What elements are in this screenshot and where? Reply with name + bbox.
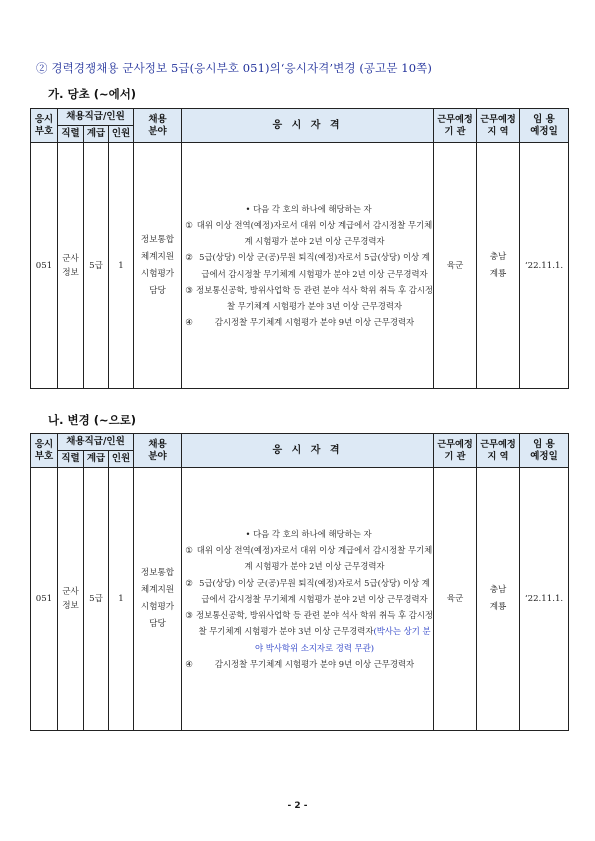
cell-region: 충남 계룡 bbox=[477, 468, 520, 731]
qualification-item: ① 대위 이상 전역(예정)자로서 대위 이상 계급에서 감시정찰 무기체계 시험평가 분야 2년 이상 근무경력자 bbox=[185, 545, 433, 572]
table-before bbox=[30, 108, 569, 389]
section-title-before: 가. 당초 (~에서) bbox=[48, 87, 137, 101]
qualification-intro: • 다음 각 호의 하나에 해당하는 자 bbox=[245, 529, 372, 540]
qualification-item: ③ 정보통신공학, 방위사업학 등 관련 분야 석사 학위 취득 후 감시정찰 무기체계 시험평가 분야 3년 이상 근무경력자 bbox=[185, 284, 433, 311]
qualification-note: (박사는 상기 분야 박사학위 소지자로 경력 무관) bbox=[254, 626, 431, 653]
cell-count: 1 bbox=[109, 143, 134, 389]
page-number: - 2 - bbox=[287, 801, 308, 811]
header-code: 응시 부호 bbox=[31, 434, 58, 468]
table-row bbox=[31, 143, 569, 389]
cell-count: 1 bbox=[109, 468, 134, 731]
qualification-item: ② 5급(상당) 이상 군(공)무원 퇴직(예정)자로서 5급(상당) 이상 계급에서 감시정찰 무기체계 시험평가 분야 2년 이상 근무경력자 bbox=[185, 252, 430, 279]
cell-field: 정보통합 체계지원 시험평가 담당 bbox=[134, 143, 182, 389]
table-row bbox=[31, 468, 569, 731]
qualification-item: ② 5급(상당) 이상 군(공)무원 퇴직(예정)자로서 5급(상당) 이상 계급에서 감시정찰 무기체계 시험평가 분야 2년 이상 근무경력자 bbox=[185, 577, 430, 604]
section-heading: ② 경력경쟁채용 군사정보 5급(응시부호 051)의‘응시자격’변경 (공고문 10쪽) bbox=[36, 61, 432, 75]
cell-job: 군사 정보 bbox=[58, 143, 84, 389]
header-job: 직렬 bbox=[58, 451, 84, 468]
header-org: 근무예정 기 관 bbox=[434, 109, 477, 143]
cell-grade: 5급 bbox=[84, 468, 109, 731]
table-after bbox=[30, 433, 569, 731]
cell-org: 육군 bbox=[434, 143, 477, 389]
header-qualification: 응 시 자 격 bbox=[182, 434, 434, 468]
header-date: 임 용 예정일 bbox=[520, 109, 569, 143]
qualification-item: ③ 정보통신공학, 방위사업학 등 관련 분야 석사 학위 취득 후 감시정찰 무기체계 시험평가 분야 3년 이상 근무경력자(박사는 상기 분야 박사학위 소지자로 경력 무관) bbox=[185, 610, 433, 653]
header-field: 채용 분야 bbox=[134, 434, 182, 468]
cell-qualification bbox=[182, 143, 434, 389]
qualification-item: ④ 감시정찰 무기체계 시험평가 분야 9년 이상 근무경력자 bbox=[185, 317, 415, 328]
header-grade: 계급 bbox=[84, 126, 109, 143]
header-region: 근무예정 지 역 bbox=[477, 109, 520, 143]
header-region: 근무예정 지 역 bbox=[477, 434, 520, 468]
cell-date: ‘22.11.1. bbox=[520, 143, 569, 389]
qualification-item: ④ 감시정찰 무기체계 시험평가 분야 9년 이상 근무경력자 bbox=[185, 658, 415, 669]
header-field: 채용 분야 bbox=[134, 109, 182, 143]
cell-region: 충남 계룡 bbox=[477, 143, 520, 389]
header-qualification: 응 시 자 격 bbox=[182, 109, 434, 143]
cell-field: 정보통합 체계지원 시험평가 담당 bbox=[134, 468, 182, 731]
qualification-intro: • 다음 각 호의 하나에 해당하는 자 bbox=[245, 203, 372, 214]
header-group: 채용직급/인원 bbox=[58, 434, 134, 451]
header-group: 채용직급/인원 bbox=[58, 109, 134, 126]
cell-date: ‘22.11.1. bbox=[520, 468, 569, 731]
header-count: 인원 bbox=[109, 451, 134, 468]
header-code: 응시 부호 bbox=[31, 109, 58, 143]
cell-code: 051 bbox=[31, 143, 58, 389]
cell-job: 군사 정보 bbox=[58, 468, 84, 731]
header-grade: 계급 bbox=[84, 451, 109, 468]
section-title-after: 나. 변경 (~으로) bbox=[48, 413, 137, 427]
header-job: 직렬 bbox=[58, 126, 84, 143]
cell-grade: 5급 bbox=[84, 143, 109, 389]
header-count: 인원 bbox=[109, 126, 134, 143]
header-org: 근무예정 기 관 bbox=[434, 434, 477, 468]
cell-code: 051 bbox=[31, 468, 58, 731]
header-date: 임 용 예정일 bbox=[520, 434, 569, 468]
cell-qualification bbox=[182, 468, 434, 731]
qualification-item: ① 대위 이상 전역(예정)자로서 대위 이상 계급에서 감시정찰 무기체계 시험평가 분야 2년 이상 근무경력자 bbox=[185, 219, 433, 247]
cell-org: 육군 bbox=[434, 468, 477, 731]
